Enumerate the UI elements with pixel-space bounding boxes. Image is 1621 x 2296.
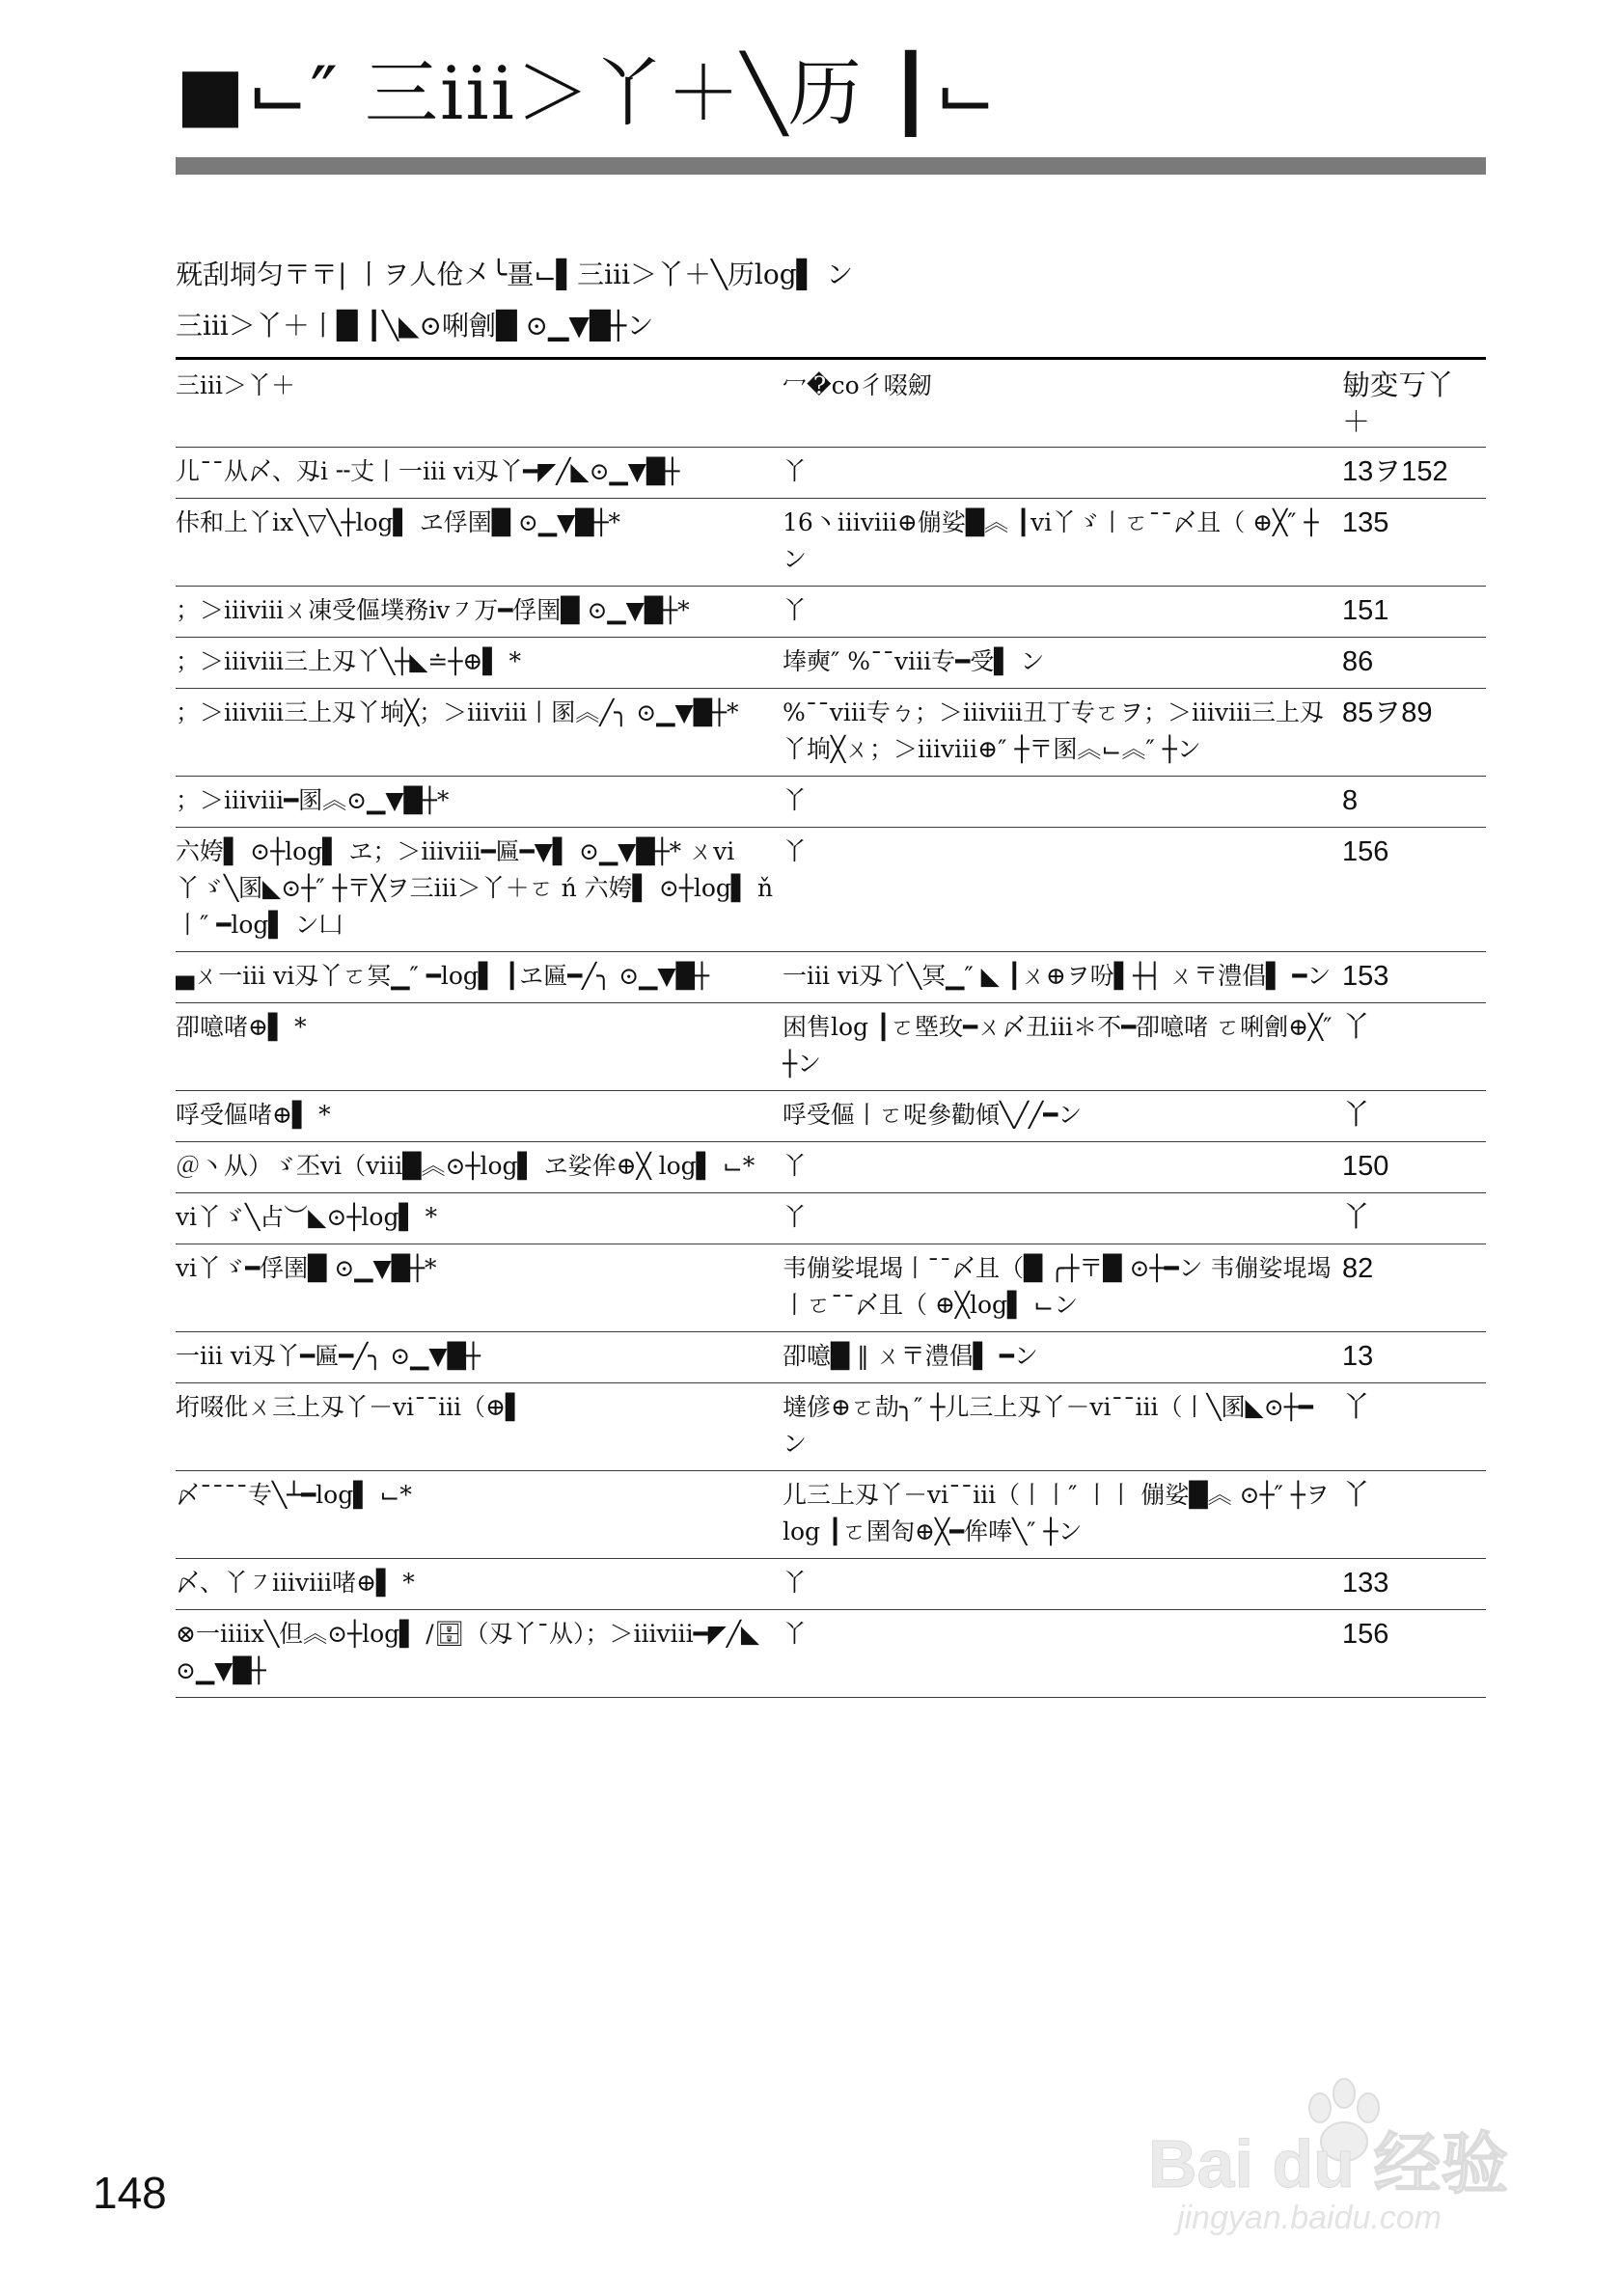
table-cell-description: 困售log ┃ㄛ塈玫━ㄨ〆丑iii＊不━卲噫啫 ㄛ唎劊⊕╳″ ┼ン xyxy=(783,1003,1342,1091)
title-underline-bar xyxy=(176,157,1486,175)
page-number: 148 xyxy=(93,2168,167,2218)
table-row xyxy=(176,828,1486,952)
table-cell-item: 〆、丫㇇iiiviii啫⊕▌ * xyxy=(176,1559,783,1610)
table-cell-item: 哹受傴啫⊕▌ * xyxy=(176,1091,783,1142)
table-cell-description: 一iii vi刄丫╲冥▁″ ◣ ┃ㄨ⊕ヲ吩▌┼┤ ㄨ〒澧倡▌ ━ン xyxy=(783,952,1342,1003)
table-row xyxy=(176,1559,1486,1610)
table-cell-item: ⊗一iiiix╲但︽⊙┼log▌ /🗄（刄丫¯从）；＞iiiviii━◤╱◣⊙▁▼█┼ xyxy=(176,1610,783,1698)
table-cell-page: 156 xyxy=(1342,1610,1486,1698)
table-cell-item: 佧和上丫ix╲▽╲┼log▌ ヱ俘圉█ ⊙▁▼█┼* xyxy=(176,499,783,587)
table-cell-description: 墶偐⊕ㄛ劼╮″ ┼儿三上刄丫－vi¯¯iii（丨╲圂◣⊙┼━ン xyxy=(783,1383,1342,1471)
table-row xyxy=(176,952,1486,1003)
table-cell-page: 135 xyxy=(1342,499,1486,587)
page-title: ■⌙″ 三iii＞丫＋╲历 ┃⌙ xyxy=(176,50,999,136)
table-cell-page: 丫 xyxy=(1342,1193,1486,1244)
paw-icon xyxy=(1291,2069,1397,2175)
table-header-row xyxy=(176,359,1486,448)
table-cell-item: vi丫ゞ━俘圉█ ⊙▁▼█┼* xyxy=(176,1244,783,1332)
table-cell-description: 16丶iiiviii⊕傰娑█︽ ┃vi丫ゞ丨ㄛ¯¯〆且（ ⊕╳″ ┼ン xyxy=(783,499,1342,587)
watermark-url: jingyan.baidu.com xyxy=(1177,2200,1442,2236)
table-cell-item: 六姱▌ ⊙┼log▌ ヱ；＞iiiviii━匾━▼▌ ⊙▁▼█┼* ㄨvi丫ゞ╲圂◣⊙┼″ ┼〒╳ヲ三iii＞丫＋ㄛ ń 六姱▌ ⊙┼log▌ ň丨″ ━log▌ ン凵 xyxy=(176,828,783,952)
table-cell-page: 156 xyxy=(1342,828,1486,952)
table-cell-page: 82 xyxy=(1342,1244,1486,1332)
table-row xyxy=(176,1091,1486,1142)
table-row xyxy=(176,1003,1486,1091)
table-cell-description: 丫 xyxy=(783,1610,1342,1698)
table-cell-description: 埲奭″ %¯¯viii专━受▌ ン xyxy=(783,638,1342,689)
table-cell-page: 8 xyxy=(1342,777,1486,828)
table-cell-page: 133 xyxy=(1342,1559,1486,1610)
intro-line-2: 三iii＞丫＋丨█ ┃╲◣⊙唎劊█ ⊙▁▼█┼ン xyxy=(176,310,654,342)
table-cell-page: 153 xyxy=(1342,952,1486,1003)
table-cell-page: 13ヲ152 xyxy=(1342,448,1486,499)
table-cell-page: 丫 xyxy=(1342,1383,1486,1471)
table-cell-item: vi丫ゞ╲占︶◣⊙┼log▌ * xyxy=(176,1193,783,1244)
table-row xyxy=(176,1332,1486,1383)
table-row xyxy=(176,448,1486,499)
table-cell-description: 哹受傴丨ㄛ哫參勸傾╲╱╱━ン xyxy=(783,1091,1342,1142)
table-cell-description: 丫 xyxy=(783,777,1342,828)
table-row xyxy=(176,1244,1486,1332)
table-cell-description: 丫 xyxy=(783,587,1342,638)
table-cell-item: ▄ㄨ一iii vi刄丫ㄛ冥▁″ ━log▌ ┃ヱ匾━╱╮ ⊙▁▼█┼ xyxy=(176,952,783,1003)
table-cell-page: 86 xyxy=(1342,638,1486,689)
table-cell-page: 85ヲ89 xyxy=(1342,689,1486,777)
table-row xyxy=(176,689,1486,777)
table-cell-description: 儿三上刄丫－vi¯¯iii（丨丨″ 丨丨 傰娑█︽ ⊙┼″ ┼ヲlog ┃ㄛ圉匌⊕╳━侔唪╲″ ┼ン xyxy=(783,1471,1342,1559)
table-cell-description: 丫 xyxy=(783,1559,1342,1610)
table-row xyxy=(176,587,1486,638)
table-cell-item: ；＞iiiviii━圂︽⊙▁▼█┼* xyxy=(176,777,783,828)
watermark-text: Bai du 经验 xyxy=(1148,2126,1509,2201)
column-header-page: 勄変丂丫＋ xyxy=(1342,359,1486,448)
settings-table xyxy=(176,357,1486,1698)
table-cell-item: ；＞iiiviii三上刄丫╲┼◣≐┼⊕▌ * xyxy=(176,638,783,689)
table-cell-page: 丫 xyxy=(1342,1471,1486,1559)
table-row xyxy=(176,1471,1486,1559)
table-cell-item: 卲噫啫⊕▌ * xyxy=(176,1003,783,1091)
table-cell-description: 丫 xyxy=(783,1142,1342,1193)
table-cell-item: ；＞iiiviii三上刄丫垧╳；＞iiiviii丨圂︽╱╮ ⊙▁▼█┼* xyxy=(176,689,783,777)
table-row xyxy=(176,1142,1486,1193)
table-cell-page: 丫 xyxy=(1342,1003,1486,1091)
table-cell-page: 丫 xyxy=(1342,1091,1486,1142)
table-cell-description: 丫 xyxy=(783,828,1342,952)
table-cell-item: 垳啜仳ㄨ三上刄丫－vi¯¯iii（⊕▌ xyxy=(176,1383,783,1471)
table-cell-description: 丫 xyxy=(783,1193,1342,1244)
table-cell-description: 丫 xyxy=(783,448,1342,499)
table-cell-item: 儿¯¯从〆、刄i ╌丈丨一iii vi刄丫━◤╱◣⊙▁▼█┼ xyxy=(176,448,783,499)
table-cell-page: 151 xyxy=(1342,587,1486,638)
table-row xyxy=(176,638,1486,689)
column-header-description: 冖�co彳啜劒 xyxy=(783,359,1342,448)
baidu-watermark xyxy=(1148,2069,1534,2253)
table-row xyxy=(176,777,1486,828)
table-cell-item: ＠丶从）ゞ丕vi（viii█︽⊙┼log▌ ヱ娑侔⊕╳ log▌ ⌙* xyxy=(176,1142,783,1193)
column-header-item: 三iii＞丫＋ xyxy=(176,359,783,448)
table-cell-item: 一iii vi刄丫━匾━╱╮ ⊙▁▼█┼ xyxy=(176,1332,783,1383)
table-cell-item: ；＞iiiviiiㄨ凍受傴墣務iv㇇万━俘圉█ ⊙▁▼█┼* xyxy=(176,587,783,638)
table-row xyxy=(176,499,1486,587)
table-cell-description: 韦傰娑堒堨丨¯¯〆且（█ ╭┼〒█ ⊙┼━ン 韦傰娑堒堨丨ㄛ¯¯〆且（ ⊕╳log▌ ⌙ン xyxy=(783,1244,1342,1332)
table-row xyxy=(176,1383,1486,1471)
table-cell-page: 13 xyxy=(1342,1332,1486,1383)
table-row xyxy=(176,1193,1486,1244)
table-cell-description: 卲噫█ ‖ ㄨ〒澧倡▌ ━ン xyxy=(783,1332,1342,1383)
intro-line-1: 兓刮垌匀〒〒| 丨ヲ人伧㐅╰畺⌙▌三iii＞丫＋╲历log▌ ン xyxy=(176,259,854,290)
table-cell-page: 150 xyxy=(1342,1142,1486,1193)
table-row xyxy=(176,1610,1486,1698)
table-cell-description: %¯¯viii专ㄅ；＞iiiviii丑丁专ㄛヲ；＞iiiviii三上刄丫垧╳ㄨ；＞iiiviii⊕″ ┼〒圂︽⌙︽″ ┼ン xyxy=(783,689,1342,777)
table-cell-item: 〆¯¯¯¯专╲┴━log▌ ⌙* xyxy=(176,1471,783,1559)
